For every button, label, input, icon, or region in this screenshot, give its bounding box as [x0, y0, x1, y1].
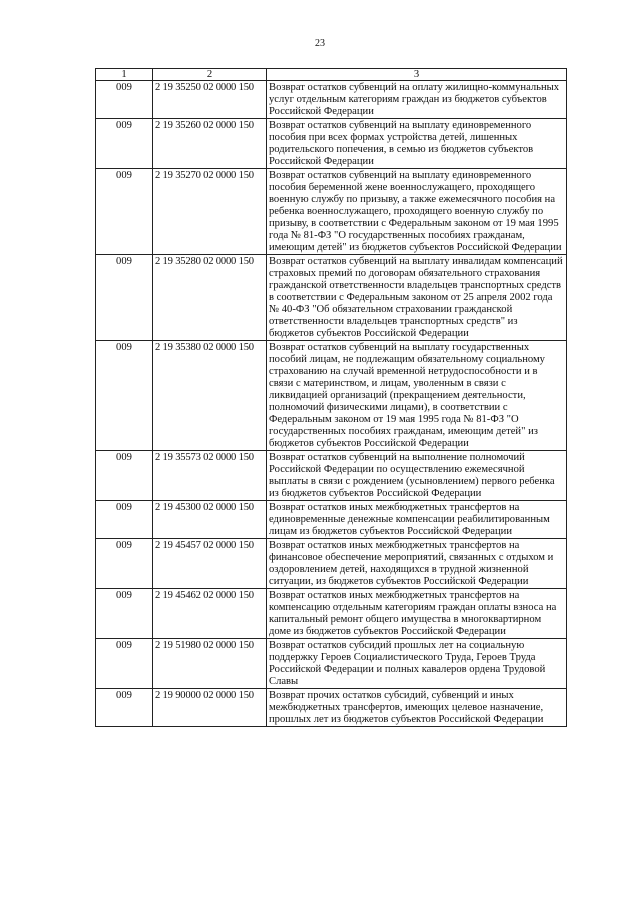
- admin-code-cell: 009: [96, 341, 153, 451]
- header-col-2: 2: [153, 69, 267, 81]
- description-cell: Возврат остатков субвенций на выполнение полномочий Российской Федерации по осуществлению ежемесячной выплаты в связи с рождением (усыновлением) первого ребенка из бюджетов субъектов Российской Федерации: [267, 451, 567, 501]
- description-cell: Возврат остатков иных межбюджетных трансфертов на единовременные денежные компенсации реабилитированным лицам из бюджетов субъектов Российской Федерации: [267, 501, 567, 539]
- description-cell: Возврат остатков субвенций на выплату единовременного пособия при всех формах устройства детей, лишенных родительского попечения, в семью из бюджетов субъектов Российской Федерации: [267, 119, 567, 169]
- table-row: [96, 589, 567, 639]
- table-row: [96, 341, 567, 451]
- table-row: [96, 119, 567, 169]
- page-number: 23: [315, 38, 325, 49]
- table-row: [96, 501, 567, 539]
- table-row: [96, 169, 567, 255]
- budget-code-cell: 2 19 45462 02 0000 150: [153, 589, 267, 639]
- admin-code-cell: 009: [96, 639, 153, 689]
- admin-code-cell: 009: [96, 501, 153, 539]
- table-header-row: [96, 69, 567, 81]
- budget-code-cell: 2 19 35280 02 0000 150: [153, 255, 267, 341]
- admin-code-cell: 009: [96, 169, 153, 255]
- admin-code-cell: 009: [96, 81, 153, 119]
- header-col-3: 3: [267, 69, 567, 81]
- admin-code-cell: 009: [96, 689, 153, 727]
- description-cell: Возврат остатков субвенций на выплату инвалидам компенсаций страховых премий по договорам обязательного страхования гражданской ответственности владельцев транспортных средств в соответствии с Федеральным законом от 25 апреля 2002 года № 40-ФЗ "Об обязательном страховании гражданской ответственности владельцев транспортных средств" из бюджетов субъектов Российской Федерации: [267, 255, 567, 341]
- budget-code-cell: 2 19 45457 02 0000 150: [153, 539, 267, 589]
- admin-code-cell: 009: [96, 451, 153, 501]
- budget-classification-table: [95, 68, 567, 727]
- budget-code-cell: 2 19 45300 02 0000 150: [153, 501, 267, 539]
- description-cell: Возврат остатков субвенций на оплату жилищно-коммунальных услуг отдельным категориям граждан из бюджетов субъектов Российской Федерации: [267, 81, 567, 119]
- table-row: [96, 81, 567, 119]
- admin-code-cell: 009: [96, 119, 153, 169]
- description-cell: Возврат остатков иных межбюджетных трансфертов на компенсацию отдельным категориям граждан оплаты взноса на капитальный ремонт общего имущества в многоквартирном доме из бюджетов субъектов Российской Федерации: [267, 589, 567, 639]
- budget-code-cell: 2 19 35250 02 0000 150: [153, 81, 267, 119]
- budget-code-cell: 2 19 35380 02 0000 150: [153, 341, 267, 451]
- description-cell: Возврат остатков субсидий прошлых лет на социальную поддержку Героев Социалистического Труда, Героев Труда Российской Федерации и полных кавалеров ордена Трудовой Славы: [267, 639, 567, 689]
- table-row: [96, 451, 567, 501]
- admin-code-cell: 009: [96, 539, 153, 589]
- table-row: [96, 639, 567, 689]
- header-col-1: 1: [96, 69, 153, 81]
- table-row: [96, 539, 567, 589]
- budget-code-cell: 2 19 35270 02 0000 150: [153, 169, 267, 255]
- description-cell: Возврат остатков иных межбюджетных трансфертов на финансовое обеспечение мероприятий, связанных с отдыхом и оздоровлением детей, находящихся в трудной жизненной ситуации, из бюджетов субъектов Российской Федерации: [267, 539, 567, 589]
- description-cell: Возврат остатков субвенций на выплату единовременного пособия беременной жене военнослужащего, проходящего военную службу по призыву, а также ежемесячного пособия на ребенка военнослужащего, проходящего военную службу по призыву, в соответствии с Федеральным законом от 19 мая 1995 года № 81-ФЗ "О государственных пособиях гражданам, имеющим детей" из бюджетов субъектов Российской Федерации: [267, 169, 567, 255]
- description-cell: Возврат прочих остатков субсидий, субвенций и иных межбюджетных трансфертов, имеющих целевое назначение, прошлых лет из бюджетов субъектов Российской Федерации: [267, 689, 567, 727]
- admin-code-cell: 009: [96, 255, 153, 341]
- budget-code-cell: 2 19 35260 02 0000 150: [153, 119, 267, 169]
- table-row: [96, 255, 567, 341]
- table-row: [96, 689, 567, 727]
- budget-code-cell: 2 19 51980 02 0000 150: [153, 639, 267, 689]
- budget-code-cell: 2 19 35573 02 0000 150: [153, 451, 267, 501]
- budget-code-cell: 2 19 90000 02 0000 150: [153, 689, 267, 727]
- admin-code-cell: 009: [96, 589, 153, 639]
- description-cell: Возврат остатков субвенций на выплату государственных пособий лицам, не подлежащим обязательному социальному страхованию на случай временной нетрудоспособности и в связи с материнством, и лицам, уволенным в связи с ликвидацией организаций (прекращением деятельности, полномочий физическими лицами), в соответствии с Федеральным законом от 19 мая 1995 года № 81-ФЗ "О государственных пособиях гражданам, имеющим детей" из бюджетов субъектов Российской Федерации: [267, 341, 567, 451]
